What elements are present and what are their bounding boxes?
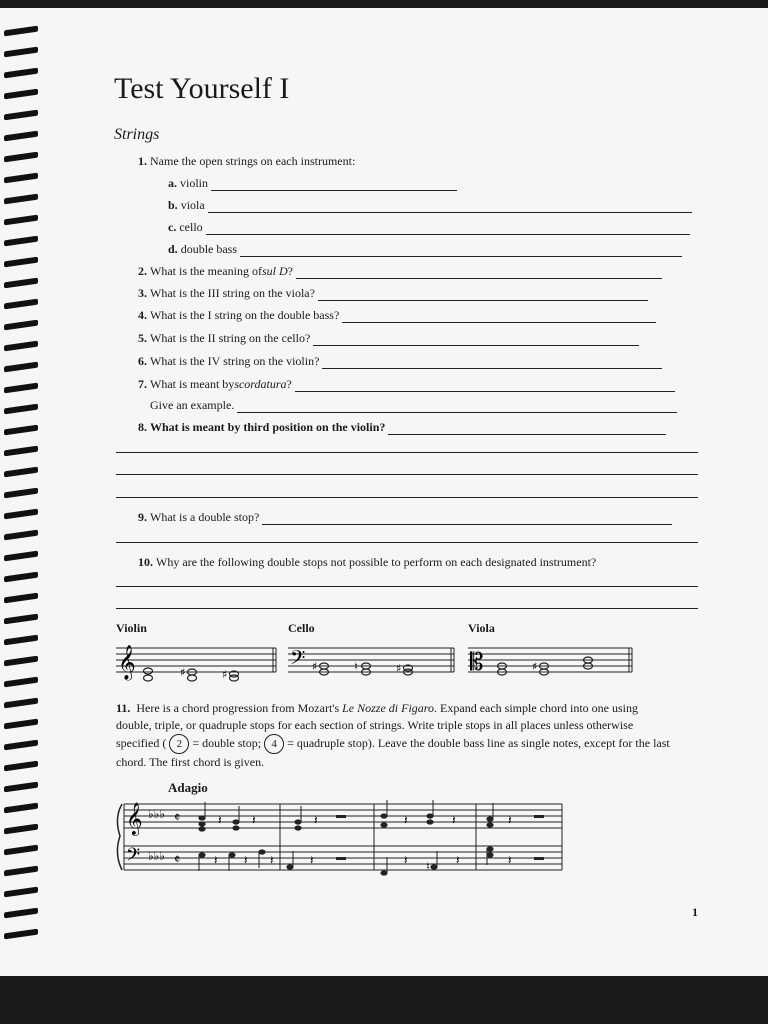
spiral-coil <box>4 572 38 583</box>
answer-line[interactable] <box>342 310 656 323</box>
answer-line[interactable] <box>295 379 675 392</box>
spiral-coil <box>4 299 38 310</box>
spiral-coil <box>4 320 38 331</box>
spiral-coil <box>4 152 38 163</box>
half-rest-icon <box>534 815 544 818</box>
half-rest-icon <box>336 815 346 818</box>
cut-time-icon: 𝄵 <box>174 852 181 868</box>
rest-icon: 𝄽 <box>456 853 460 867</box>
spiral-coil <box>4 215 38 226</box>
svg-text:♯: ♯ <box>180 666 186 679</box>
spiral-binding <box>0 28 40 958</box>
q1-item-double-bass: d. double bass <box>168 242 682 257</box>
answer-line[interactable] <box>116 452 698 453</box>
section-heading: Strings <box>114 126 160 143</box>
question-2: 2. What is the meaning of sul D ? <box>138 264 662 279</box>
spiral-coil <box>4 131 38 142</box>
half-rest-icon <box>534 857 544 860</box>
spiral-coil <box>4 467 38 478</box>
spiral-coil <box>4 551 38 562</box>
spiral-coil <box>4 509 38 520</box>
rest-icon: 𝄽 <box>314 813 318 827</box>
question-7-example: Give an example. <box>150 398 677 413</box>
circled-number: 2 <box>169 734 189 754</box>
svg-text:♯: ♯ <box>222 668 228 681</box>
spiral-coil <box>4 278 38 289</box>
rest-icon: 𝄽 <box>452 813 456 827</box>
spiral-coil <box>4 89 38 100</box>
q1-item-viola: b. viola <box>168 198 692 213</box>
staff-label-viola: Viola <box>468 621 495 635</box>
spiral-coil <box>4 656 38 667</box>
spiral-coil <box>4 593 38 604</box>
spiral-coil <box>4 782 38 793</box>
staff-label-cello: Cello <box>288 621 315 635</box>
rest-icon: 𝄽 <box>508 813 512 827</box>
answer-line[interactable] <box>208 200 692 213</box>
svg-text:♮: ♮ <box>426 860 430 873</box>
bass-clef-icon: 𝄢 <box>126 845 141 870</box>
answer-line[interactable] <box>206 222 690 235</box>
rest-icon: 𝄽 <box>508 853 512 867</box>
treble-clef-icon: 𝄞 <box>118 645 136 680</box>
spiral-coil <box>4 698 38 709</box>
flat-icon: ♭♭♭ <box>148 849 165 863</box>
spiral-coil <box>4 845 38 856</box>
answer-line[interactable] <box>211 178 457 191</box>
svg-text:♯: ♯ <box>312 660 318 673</box>
question-8: 8. What is meant by third position on the violin? <box>138 420 666 435</box>
question-1: 1. Name the open strings on each instrument: <box>138 154 356 168</box>
tempo-marking: Adagio <box>168 780 208 795</box>
answer-line[interactable] <box>237 400 677 413</box>
spiral-coil <box>4 404 38 415</box>
question-9: 9. What is a double stop? <box>138 510 672 525</box>
spiral-coil <box>4 383 38 394</box>
rest-icon: 𝄽 <box>252 813 256 827</box>
spiral-coil <box>4 929 38 940</box>
rest-icon: 𝄽 <box>214 853 218 867</box>
rest-icon: 𝄽 <box>310 853 314 867</box>
rest-icon: 𝄽 <box>244 853 248 867</box>
spiral-coil <box>4 677 38 688</box>
answer-line[interactable] <box>388 422 666 435</box>
answer-line[interactable] <box>116 542 698 543</box>
staff-label-violin: Violin <box>116 621 147 635</box>
spiral-coil <box>4 68 38 79</box>
spiral-coil <box>4 740 38 751</box>
treble-clef-icon: 𝄞 <box>126 802 143 835</box>
cut-time-icon: 𝄵 <box>174 810 181 826</box>
spiral-coil <box>4 719 38 730</box>
rest-icon: 𝄽 <box>404 853 408 867</box>
svg-text:♯: ♯ <box>532 660 538 673</box>
circled-number: 4 <box>264 734 284 754</box>
spiral-coil <box>4 803 38 814</box>
spiral-coil <box>4 194 38 205</box>
page-number: 1 <box>692 905 698 919</box>
answer-line[interactable] <box>116 608 698 609</box>
grand-staff <box>114 798 566 878</box>
rest-icon: 𝄽 <box>404 813 408 827</box>
question-4: 4. What is the I string on the double bass? <box>138 308 656 323</box>
question-7: 7. What is meant by scordatura ? <box>138 377 675 392</box>
spiral-coil <box>4 908 38 919</box>
question-11: 11. Here is a chord progression from Mozart's Le Nozze di Figaro. Expand each simple chord into one using double, triple, or quadruple stops for each section of strings. Write triple stops in all places unless otherwise specified ( 2 = double stop; 4 = quadruple stop). Leave the double bass line as single notes, except for the last chord. The first chord is given. <box>116 701 670 769</box>
spiral-coil <box>4 362 38 373</box>
answer-line[interactable] <box>116 497 698 498</box>
spiral-coil <box>4 635 38 646</box>
answer-line[interactable] <box>240 244 682 257</box>
question-6: 6. What is the IV string on the violin? <box>138 354 662 369</box>
brace-icon <box>117 804 122 870</box>
q1-item-violin: a. violin <box>168 176 457 191</box>
answer-line[interactable] <box>116 474 698 475</box>
answer-line[interactable] <box>318 288 648 301</box>
svg-text:♯: ♯ <box>396 662 402 675</box>
spiral-coil <box>4 173 38 184</box>
spiral-coil <box>4 47 38 58</box>
answer-line[interactable] <box>296 266 662 279</box>
question-10: 10. Why are the following double stops not possible to perform on each designated instrument? <box>138 555 597 569</box>
spiral-coil <box>4 425 38 436</box>
spiral-coil <box>4 614 38 625</box>
spiral-coil <box>4 26 38 37</box>
answer-line[interactable] <box>116 586 698 587</box>
spiral-coil <box>4 236 38 247</box>
bass-clef-icon: 𝄢 <box>290 646 306 674</box>
answer-line[interactable] <box>262 512 672 525</box>
spiral-coil <box>4 530 38 541</box>
alto-clef-icon: 𝄡 <box>470 648 484 676</box>
spiral-coil <box>4 866 38 877</box>
double-stop-staves <box>116 638 636 688</box>
rest-icon: 𝄽 <box>218 813 222 827</box>
answer-line[interactable] <box>322 356 662 369</box>
rest-icon: 𝄽 <box>270 853 274 867</box>
flat-icon: ♭♭♭ <box>148 807 165 821</box>
half-rest-icon <box>336 857 346 860</box>
spiral-coil <box>4 761 38 772</box>
q1-item-cello: c. cello <box>168 220 690 235</box>
svg-text:♮: ♮ <box>354 660 358 673</box>
question-5: 5. What is the II string on the cello? <box>138 331 639 346</box>
question-3: 3. What is the III string on the viola? <box>138 286 648 301</box>
spiral-coil <box>4 887 38 898</box>
spiral-coil <box>4 488 38 499</box>
spiral-coil <box>4 110 38 121</box>
spiral-coil <box>4 446 38 457</box>
workbook-page <box>0 8 768 976</box>
spiral-coil <box>4 341 38 352</box>
spiral-coil <box>4 257 38 268</box>
spiral-coil <box>4 824 38 835</box>
answer-line[interactable] <box>313 333 639 346</box>
page-title: Test Yourself I <box>114 72 290 105</box>
